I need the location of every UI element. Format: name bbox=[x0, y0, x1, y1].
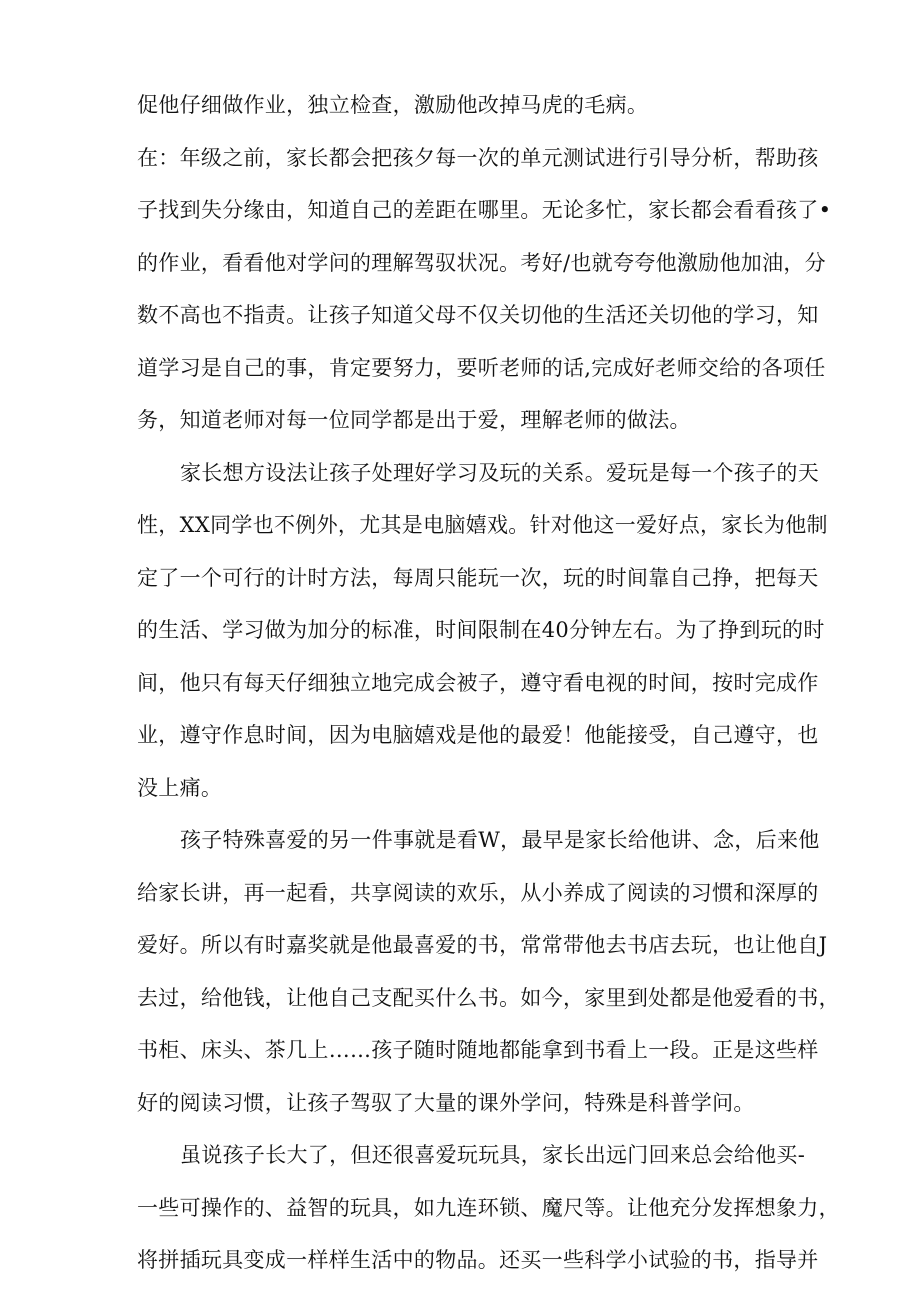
text-line: 道学习是自己的事，肯定要努力，要听老师的话,完成好老师交给的各项任 bbox=[137, 355, 826, 380]
text-line: 子找到失分缘由，知道自己的差距在哪里。无论多忙，家长都会看看孩了• bbox=[137, 198, 832, 222]
text-line: 好的阅读习惯，让孩子驾驭了大量的课外学问，特殊是科普学问。 bbox=[137, 1090, 755, 1115]
text-line: 爱好。所以有时嘉奖就是他最喜爱的书，常常带他去书店去玩，也让他自J bbox=[137, 933, 828, 957]
text-line: 去过，给他钱，让他自己支配买什么书。如今，家里到处都是他爱看的书， bbox=[137, 985, 840, 1010]
paragraph-first-line: 孩子特殊喜爱的另一件事就是看W，最早是家长给他讲、念，后来他 bbox=[180, 828, 820, 852]
text-line: 的作业，看看他对学问的理解驾驭状况。考好/也就夸夸他激励他加油，分 bbox=[137, 250, 826, 275]
text-line: 给家长讲，再一起看，共享阅读的欢乐，从小养成了阅读的习惯和深厚的 bbox=[137, 880, 819, 905]
text-line: 业，遵守作息时间，因为电脑嬉戏是他的最爱！他能接受，自己遵守，也 bbox=[137, 723, 819, 747]
text-line: 将拼插玩具变成一样样生活中的物品。还买一些科学小试验的书，指导并 bbox=[137, 1248, 819, 1272]
paragraph-first-line: 家长想方设法让孩子处理好学习及玩的关系。爱玩是每一个孩子的天 bbox=[180, 460, 819, 485]
paragraph-first-line: 虽说孩子长大了，但还很喜爱玩玩具，家长出远门回来总会给他买- bbox=[180, 1143, 806, 1167]
text-line: 务，知道老师对每一位同学都是出于爱，理解老师的做法。 bbox=[137, 408, 691, 432]
text-line: 性，XX同学也不例外，尤其是电脑嬉戏。针对他这一爱好点，家长为他制 bbox=[137, 513, 828, 537]
text-line: 书柜、床头、茶几上……孩子随时随地都能拿到书看上一段。正是这些样 bbox=[137, 1038, 819, 1062]
text-line: 在：年级之前，家长都会把孩夕每一次的单元测试进行引导分析，帮助孩 bbox=[137, 145, 819, 170]
text-line: 一些可操作的、益智的玩具，如九连环锁、魔尺等。让他充分发挥想象力， bbox=[137, 1195, 840, 1220]
text-line: 间，他只有每天仔细独立地完成会被子，遵守看电视的时间，按时完成作 bbox=[137, 670, 819, 695]
text-line: 没上痛。 bbox=[137, 775, 223, 800]
text-line: 数不高也不指责。让孩子知道父母不仅关切他的生活还关切他的学习，知 bbox=[137, 303, 819, 327]
text-line: 促他仔细做作业，独立检查，激励他改掉马虎的毛病。 bbox=[137, 93, 649, 117]
text-line: 定了一个可行的计时方法，每周只能玩一次，玩的时间靠自己挣，把每天 bbox=[137, 565, 819, 590]
text-line: 的生活、学习做为加分的标准，时间限制在40分钟左右。为了挣到玩的时 bbox=[137, 618, 825, 642]
